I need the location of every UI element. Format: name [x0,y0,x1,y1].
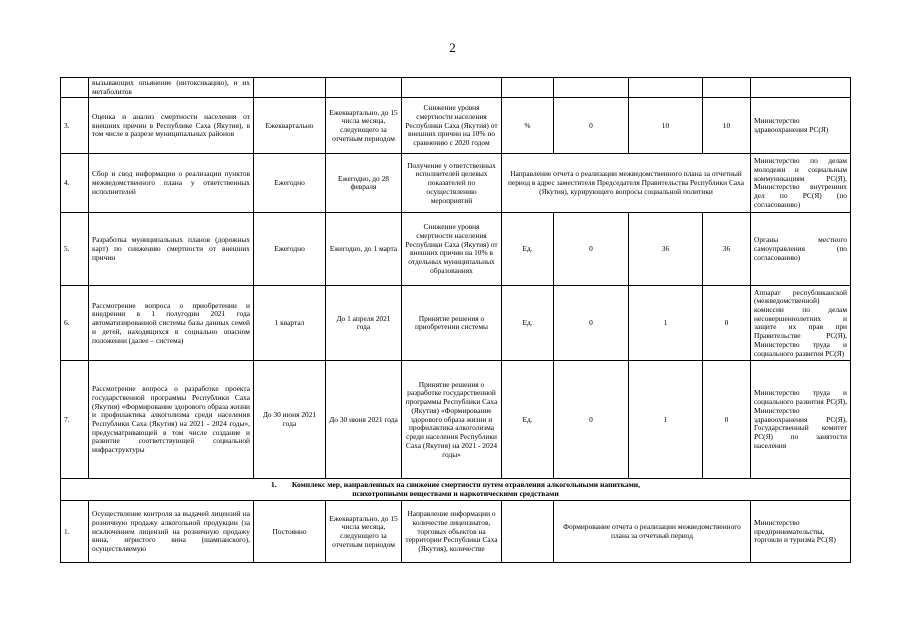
section-number: 1. [270,480,277,490]
unit-cell [502,78,554,98]
frequency-cell: Ежегодно [254,213,326,286]
value-cell: 36 [703,213,751,286]
value-cell: 10 [629,98,703,154]
indicator-cell: Принятие решения о разработке государственной программы Республики Саха (Якутия) «Формирование здорового образа жизни и профилактика алкоголизма среди населения Республики Саха (Якутия) на 2021 - 2024 годы» [402,361,502,479]
responsible-cell: Министерство предпринимательства, торговли и туризма РС(Я) [751,501,851,563]
table-row [61,361,851,479]
measure-cell: Рассмотрение вопроса о разработке проекта государственной программы Республики Саха (Якутия) «Формирование здорового образа жизни и профилактика алкоголизма среди населения Республики Саха (Якутия) на 2021 - 2024 годы», предусматривающей в том числе создание и развитие соответствующей социальной инфраструктуры [89,361,254,479]
measure-cell: Осуществление контроля за выдачей лицензий на розничную продажу алкогольной продукции (за исключением лицензий на розничную продажу вина, игристого вина (шампанского), осуществляемую [89,501,254,563]
merged-target-cell: Направление отчета о реализации межведомственного плана за отчетный период в адрес заместителя Председателя Правительства Республики Саха (Якутия), курирующего вопросы социальной политики [502,154,751,213]
unit-cell: Ед. [502,286,554,361]
row-number: 6. [61,286,89,361]
frequency-cell [254,78,326,98]
measure-cell: Оценка и анализ смертности населения от внешних причин в Республике Саха (Якутия), в том числе в разрезе муниципальных районов [89,98,254,154]
indicator-cell [402,78,502,98]
row-number: 4. [61,154,89,213]
frequency-cell: Ежегодно [254,154,326,213]
responsible-cell: Министерство труда и социального развития РС(Я), Министерство здравоохранения РС(Я), Государственный комитет РС(Я) по занятости населения [751,361,851,479]
frequency-cell: До 30 июня 2021 года [254,361,326,479]
measure-cell: Разработка муниципальных планов (дорожных карт) по снижению смертности от внешних причин [89,213,254,286]
deadline-cell [326,78,402,98]
table-row [61,286,851,361]
table-row [61,98,851,154]
deadline-cell: Ежеквартально, до 15 числа месяца, следующего за отчетным периодом [326,501,402,563]
value-cell: 0 [703,361,751,479]
responsible-cell: Аппарат республиканской (межведомственной) комиссии по делам несовершеннолетних и защите их прав при Правительстве РС(Я), Министерство труда и социального развития РС(Я) [751,286,851,361]
indicator-cell: Получение у ответственных исполнителей целевых показателей по осуществлению мероприятий [402,154,502,213]
value-cell: 10 [703,98,751,154]
value-cell: 36 [629,213,703,286]
value-cell: 1 [629,286,703,361]
frequency-cell: Постоянно [254,501,326,563]
measure-cell: Рассмотрение вопроса о приобретении и внедрении в 1 полугодии 2021 года автоматизированной системы базы данных семей и детей, находящихся в социально опасном положении (далее – система) [89,286,254,361]
row-number: 7. [61,361,89,479]
value-cell: 1 [629,361,703,479]
section-header-row [61,479,851,501]
row-number: 3. [61,98,89,154]
responsible-cell: Министерство по делам молодежи и социальным коммуникациям РС(Я), Министерство внутренних дел по РС(Я) (по согласованию) [751,154,851,213]
section-title-line2: психотропными веществами и наркотическими средствами [352,488,559,498]
responsible-cell: Органы местного самоуправления (по согласованию) [751,213,851,286]
row-number: 1. [61,501,89,563]
unit-cell: % [502,98,554,154]
deadline-cell: Ежеквартально, до 15 числа месяца, следующего за отчетным периодом [326,98,402,154]
deadline-cell: До 1 апреля 2021 года [326,286,402,361]
section-header [61,479,851,501]
indicator-cell: Снижение уровня смертности населения Республики Саха (Якутия) от внешних причин на 10% в отдельных муниципальных образованиях [402,213,502,286]
value-cell: 0 [554,98,629,154]
row-number [61,78,89,98]
frequency-cell: Ежеквартально [254,98,326,154]
value-cell: 0 [703,286,751,361]
value-cell [554,78,629,98]
unit-cell [502,501,554,563]
measure-cell: Сбор и свод информации о реализации пунктов межведомственного плана у ответственных исполнителей [89,154,254,213]
indicator-cell: Принятие решения о приобретении системы [402,286,502,361]
deadline-cell: Ежегодно, до 1 марта [326,213,402,286]
value-cell: 0 [554,286,629,361]
merged-target-cell: Формирование отчета о реализации межведомственного плана за отчетный период [554,501,751,563]
section-title-line1: Комплекс мер, направленных на снижение смертности путем отравления алкогольными напитками, [291,480,641,490]
value-cell: 0 [554,213,629,286]
responsible-cell [751,78,851,98]
value-cell [703,78,751,98]
measure-cell: вызывающих опьянение (интоксикацию), и их метаболитов [89,78,254,98]
unit-cell: Ед. [502,213,554,286]
value-cell [629,78,703,98]
frequency-cell: 1 квартал [254,286,326,361]
responsible-cell: Министерство здравоохранения РС(Я) [751,98,851,154]
deadline-cell: Ежегодно, до 28 февраля [326,154,402,213]
indicator-cell: Снижение уровня смертности населения Республики Саха (Якутия) от внешних причин на 10% по сравнению с 2020 годом [402,98,502,154]
unit-cell: Ед. [502,361,554,479]
page-number: 2 [449,40,456,55]
table-row [61,213,851,286]
table-row [61,154,851,213]
table-row [61,78,851,98]
deadline-cell: До 30 июня 2021 года [326,361,402,479]
table-row [61,501,851,563]
value-cell: 0 [554,361,629,479]
plan-table [60,77,851,563]
indicator-cell: Направление информации о количестве лицензиатов, торговых объектов на территории Республики Саха (Якутия), количестве [402,501,502,563]
row-number: 5. [61,213,89,286]
